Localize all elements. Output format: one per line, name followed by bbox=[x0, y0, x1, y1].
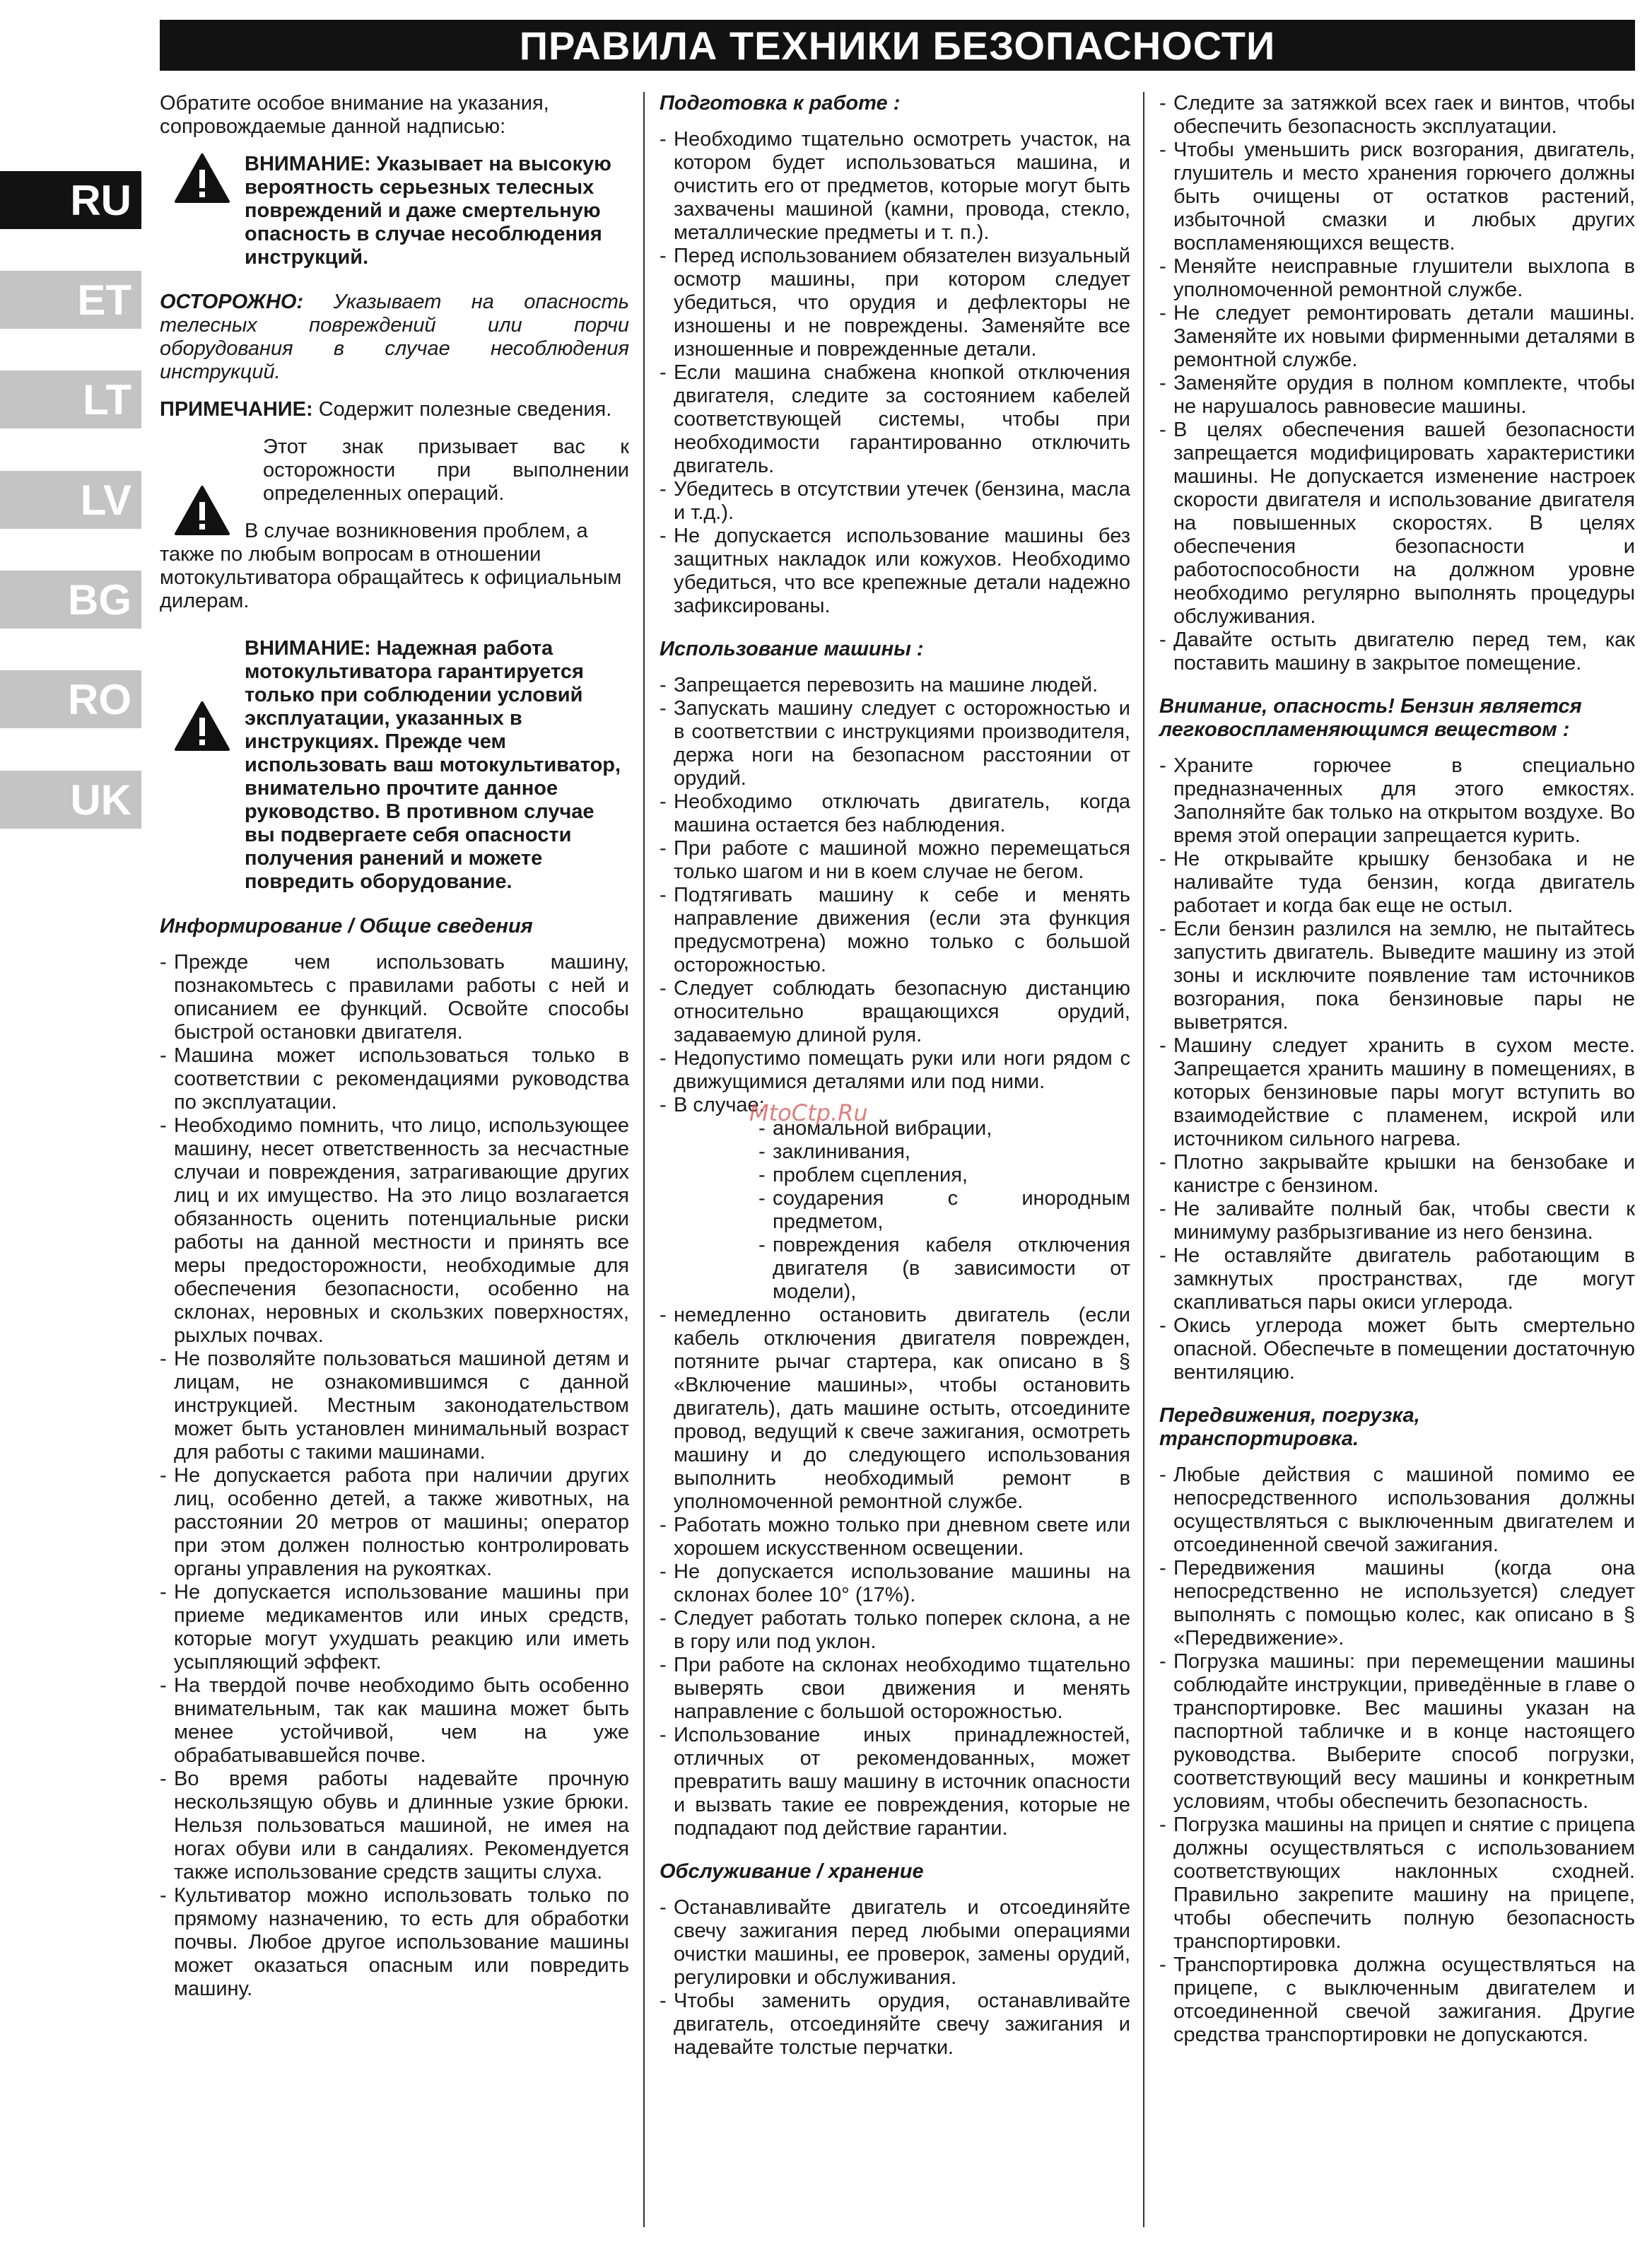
section-heading: Подготовка к работе : bbox=[660, 92, 901, 115]
use-sub-list bbox=[758, 1117, 1130, 1304]
page-header bbox=[160, 20, 1635, 71]
caution-text: Указывает на опасность телесных повреждений или порчи оборудования в случае несоблюдения инструкций. bbox=[160, 291, 629, 383]
list-item: - Заменяйте орудия в полном комплекте, чтобы не нарушалось равновесие машины. bbox=[1159, 372, 1635, 419]
lang-tab-ru[interactable]: RU bbox=[0, 171, 141, 229]
list-item: - Не допускается использование машины без защитных накладок или кожухов. Необходимо убедиться, что все крепежные детали надежно зафиксированы. bbox=[660, 525, 1130, 618]
note-text: Содержит полезные сведения. bbox=[318, 398, 612, 421]
note-paragraph bbox=[160, 398, 629, 421]
list-item: - аномальной вибрации, bbox=[758, 1117, 1130, 1140]
intro-text: Обратите особое внимание на указания, сопровождаемые данной надписью: bbox=[160, 92, 549, 138]
list-item: - Во время работы надевайте прочную нескользящую обувь и длинные узкие брюки. Нельзя пользоваться машиной, не имея на ногах обуви или в сандалиях. Рекомендуется также использование средств защиты слуха. bbox=[160, 1768, 629, 1884]
list-item: - Запускать машину следует с осторожностью и в соответствии с инструкциями производителя, держа ноги на безопасном расстоянии от орудий. bbox=[660, 697, 1130, 790]
list-item: - Окись углерода может быть смертельно опасной. Обеспечьте в помещении достаточную вентиляцию. bbox=[1159, 1314, 1635, 1384]
list-item: - Машина может использоваться только в соответствии с рекомендациями руководства по эксплуатации. bbox=[160, 1044, 629, 1114]
info-list bbox=[160, 951, 629, 2001]
list-item: - Культиватор можно использовать только по прямому назначению, то есть для обработки почвы. Любое другое использование машины может оказаться опасным или повредить машину. bbox=[160, 1884, 629, 2001]
use-list-continued bbox=[660, 1304, 1130, 1840]
column-3 bbox=[1159, 92, 1635, 2054]
caution-paragraph bbox=[160, 291, 629, 384]
warning-text: ВНИМАНИЕ: Указывает на высокую вероятность серьезных телесных повреждений и даже смертельную опасность в случае несоблюдения инструкций. bbox=[245, 153, 611, 269]
symbol-text: Этот знак призывает вас к осторожности при выполнении определенных операций. bbox=[263, 436, 629, 505]
list-item: - проблем сцепления, bbox=[758, 1164, 1130, 1187]
lang-tab-et[interactable]: ET bbox=[0, 271, 141, 329]
list-item: - Передвижения машины (когда она непосредственно не используется) следует выполнять с помощью колес, как описано в § «Передвижение». bbox=[1159, 1557, 1635, 1650]
service-list-continued bbox=[1159, 92, 1635, 675]
warning-block bbox=[160, 153, 629, 269]
page-title: ПРАВИЛА ТЕХНИКИ БЕЗОПАСНОСТИ bbox=[519, 23, 1276, 68]
column-2 bbox=[660, 92, 1130, 2067]
section-heading: Обслуживание / хранение bbox=[660, 1860, 924, 1883]
warning-triangle-icon bbox=[160, 485, 230, 542]
lang-tab-lt[interactable]: LT bbox=[0, 370, 141, 428]
warning-block bbox=[160, 637, 629, 894]
list-item: - Погрузка машины: при перемещении машины соблюдайте инструкции, приведённые в главе о транспортировке. Вес машины указан на паспортной табличке и в конце настоящего руководства. Выберите способ погрузки, соответствующий весу машины и конкретным условиям, чтобы обеспечить безопасность. bbox=[1159, 1650, 1635, 1814]
list-item: - Следует работать только поперек склона, а не в гору или под уклон. bbox=[660, 1607, 1130, 1654]
list-item: - Не позволяйте пользоваться машиной детям и лицам, не ознакомившимся с данной инструкцией. Местным законодательством может быть установлен минимальный возраст для работы с такими машинами. bbox=[160, 1348, 629, 1464]
list-item: - Не оставляйте двигатель работающим в замкнутых пространствах, где могут скапливаться пары окиси углерода. bbox=[1159, 1244, 1635, 1314]
section-heading: Передвижения, погрузка, транспортировка. bbox=[1159, 1404, 1420, 1450]
transport-list bbox=[1159, 1464, 1635, 2047]
list-item: - В случае: bbox=[660, 1094, 1130, 1117]
list-item: - Необходимо отключать двигатель, когда машина остается без наблюдения. bbox=[660, 790, 1130, 837]
list-item: - Подтягивать машину к себе и менять направление движения (если эта функция предусмотрена) можно только с большой осторожностью. bbox=[660, 884, 1130, 977]
list-item: - Машину следует хранить в сухом месте. Запрещается хранить машину в помещениях, в которых бензиновые пары могут вступить во взаимодействие с пламенем, искрой или источником сильного нагрева. bbox=[1159, 1034, 1635, 1151]
list-item: - Не следует ремонтировать детали машины. Заменяйте их новыми фирменными деталями в ремонтной службе. bbox=[1159, 302, 1635, 372]
list-item: - Меняйте неисправные глушители выхлопа в уполномоченной ремонтной службе. bbox=[1159, 255, 1635, 302]
list-item: - Недопустимо помещать руки или ноги рядом с движущимися деталями или под ними. bbox=[660, 1047, 1130, 1094]
section-heading: Внимание, опасность! Бензин является легковоспламеняющимся веществом : bbox=[1159, 695, 1582, 741]
list-item: - Не допускается использование машины при приеме медикаментов или иных средств, которые могут ухудшать реакцию или иметь усыпляющий эффект. bbox=[160, 1581, 629, 1674]
section-heading: Информирование / Общие сведения bbox=[160, 915, 533, 938]
list-item: - На твердой почве необходимо быть особенно внимательным, так как машина может быть менее устойчивой, чем на уже обрабатывавшейся почве. bbox=[160, 1674, 629, 1768]
symbol-text-2: В случае возникновения проблем, а также по любым вопросам в отношении мотокультиватора обращайтесь к официальным дилерам. bbox=[160, 520, 622, 612]
column-divider bbox=[1143, 92, 1144, 2227]
list-item: - Не открывайте крышку бензобака и не наливайте туда бензин, когда двигатель работает и когда бак еще не остыл. bbox=[1159, 848, 1635, 918]
list-item: - Работать можно только при дневном свете или хорошем искусственном освещении. bbox=[660, 1514, 1130, 1560]
list-item: - заклинивания, bbox=[758, 1140, 1130, 1164]
fuel-list bbox=[1159, 754, 1635, 1384]
list-item: - Не допускается использование машины на склонах более 10° (17%). bbox=[660, 1560, 1130, 1607]
list-item: - При работе на склонах необходимо тщательно выверять свои движения и менять направление с большой осторожностью. bbox=[660, 1654, 1130, 1724]
symbol-block bbox=[160, 436, 629, 613]
watermark-text: MtoCtp.Ru bbox=[749, 1099, 868, 1126]
column-1 bbox=[160, 92, 629, 2008]
list-item: - Храните горючее в специально предназначенных для этого емкостях. Заполняйте бак только на открытом воздухе. Во время этой операции запрещается курить. bbox=[1159, 754, 1635, 848]
list-item: - Следите за затяжкой всех гаек и винтов, чтобы обеспечить безопасность эксплуатации. bbox=[1159, 92, 1635, 139]
list-item: - Если бензин разлился на землю, не пытайтесь запустить двигатель. Выведите машину из этой зоны и исключите появление там источников возгорания, пока бензиновые пары не выветрятся. bbox=[1159, 918, 1635, 1034]
list-item: - Необходимо помнить, что лицо, использующее машину, несет ответственность за несчастные случаи и повреждения, затрагивающие других лиц и их имущество. На это лицо возлагается обязанность оценить потенциальные риски работы на данной местности и принять все меры предосторожности, необходимые для обеспечения безопасности, особенно на склонах, неровных и скользких поверхностях, рыхлых почвах. bbox=[160, 1114, 629, 1348]
list-item: - Убедитесь в отсутствии утечек (бензина, масла и т.д.). bbox=[660, 478, 1130, 525]
list-item: - Не заливайте полный бак, чтобы свести к минимуму разбрызгивание из него бензина. bbox=[1159, 1198, 1635, 1244]
list-item: - Чтобы уменьшить риск возгорания, двигатель, глушитель и место хранения горючего должны быть очищены от остатков растений, избыточной смазки и любых других воспламеняющихся веществ. bbox=[1159, 139, 1635, 255]
list-item: - Плотно закрывайте крышки на бензобаке и канистре с бензином. bbox=[1159, 1151, 1635, 1198]
caution-label: ОСТОРОЖНО: bbox=[160, 291, 304, 313]
list-item: - В целях обеспечения вашей безопасности запрещается модифицировать характеристики машины. Не допускается изменение настроек скорости двигателя и использование двигателя на повышенных скоростях. В целях обеспечения безопасности и работоспособности на должном уровне необходимо регулярно выполнять процедуры обслуживания. bbox=[1159, 419, 1635, 629]
list-item: - Использование иных принадлежностей, отличных от рекомендованных, может превратить вашу машину в источник опасности и вызвать такие ее повреждения, которые не подпадают под действие гарантии. bbox=[660, 1724, 1130, 1840]
lang-tab-bg[interactable]: BG bbox=[0, 571, 141, 629]
list-item: - Погрузка машины на прицеп и снятие с прицепа должны осуществляться с использованием соответствующих наклонных сходней. Правильно закрепите машину на прицепе, чтобы обеспечить полную безопасность транспортировки. bbox=[1159, 1814, 1635, 1954]
list-item: - Запрещается перевозить на машине людей. bbox=[660, 674, 1130, 697]
list-item: - соударения с инородным предметом, bbox=[758, 1187, 1130, 1234]
warning-triangle-icon bbox=[160, 637, 245, 752]
column-divider bbox=[643, 92, 645, 2227]
section-heading: Использование машины : bbox=[660, 638, 924, 660]
list-item: - Прежде чем использовать машину, познакомьтесь с правилами работы с ней и описанием ее функций. Освойте способы быстрой остановки двигателя. bbox=[160, 951, 629, 1044]
warning-triangle-icon bbox=[160, 153, 245, 204]
list-item: - Останавливайте двигатель и отсоединяйте свечу зажигания перед любыми операциями очистки машины, ее проверок, замены орудий, регулировки и обслуживания. bbox=[660, 1896, 1130, 1990]
service-list bbox=[660, 1896, 1130, 2060]
list-item: - Давайте остыть двигателю перед тем, как поставить машину в закрытое помещение. bbox=[1159, 629, 1635, 675]
note-label: ПРИМЕЧАНИЕ: bbox=[160, 398, 313, 421]
list-item: - При работе с машиной можно перемещаться только шагом и ни в коем случае не бегом. bbox=[660, 837, 1130, 884]
lang-tab-ro[interactable]: RO bbox=[0, 670, 141, 728]
lang-tab-lv[interactable]: LV bbox=[0, 471, 141, 529]
list-item: - Не допускается работа при наличии других лиц, особенно детей, а также животных, на расстоянии 20 метров от машины; оператор при этом должен полностью контролировать органы управления на рукоятках. bbox=[160, 1464, 629, 1581]
list-item: - Транспортировка должна осуществляться на прицепе, с выключенным двигателем и отсоединенной свечой зажигания. Другие средства транспортировки не допускаются. bbox=[1159, 1954, 1635, 2047]
list-item: - повреждения кабеля отключения двигателя (в зависимости от модели), bbox=[758, 1234, 1130, 1304]
prep-list bbox=[660, 128, 1130, 618]
list-item: - немедленно остановить двигатель (если кабель отключения двигателя поврежден, потяните рычаг стартера, как описано в § «Включение машины», чтобы остановить двигатель), дать машине остыть, отсоедините провод, ведущий к свече зажигания, осмотреть машину и до следующего использования выполнить необходимый ремонт в уполномоченной ремонтной службе. bbox=[660, 1304, 1130, 1514]
lang-tab-uk[interactable]: UK bbox=[0, 771, 141, 829]
warning-text: ВНИМАНИЕ: Надежная работа мотокультиватора гарантируется только при соблюдении условий эксплуатации, указанных в инструкциях. Прежде чем использовать ваш мотокультиватор, внимательно прочтите данное руководство. В противном случае вы подвергаете себя опасности получения ранений и можете повредить оборудование. bbox=[245, 637, 621, 893]
list-item: - Если машина снабжена кнопкой отключения двигателя, следите за состоянием кабелей соответствующей системы, чтобы при необходимости гарантированно отключить двигатель. bbox=[660, 361, 1130, 478]
use-list bbox=[660, 674, 1130, 1117]
list-item: - Чтобы заменить орудия, останавливайте двигатель, отсоединяйте свечу зажигания и надевайте толстые перчатки. bbox=[660, 1990, 1130, 2060]
list-item: - Любые действия с машиной помимо ее непосредственного использования должны осуществляться с выключенным двигателем и отсоединенной свечой зажигания. bbox=[1159, 1464, 1635, 1557]
list-item: - Необходимо тщательно осмотреть участок, на котором будет использоваться машина, и очистить его от предметов, которые могут быть захвачены машиной (камни, провода, стекло, металлические предметы и т. п.). bbox=[660, 128, 1130, 245]
list-item: - Перед использованием обязателен визуальный осмотр машины, при котором следует убедиться, что орудия и дефлекторы не изношены и не повреждены. Заменяйте все изношенные и поврежденные детали. bbox=[660, 245, 1130, 361]
list-item: - Следует соблюдать безопасную дистанцию относительно вращающихся орудий, задаваемую длиной руля. bbox=[660, 977, 1130, 1047]
